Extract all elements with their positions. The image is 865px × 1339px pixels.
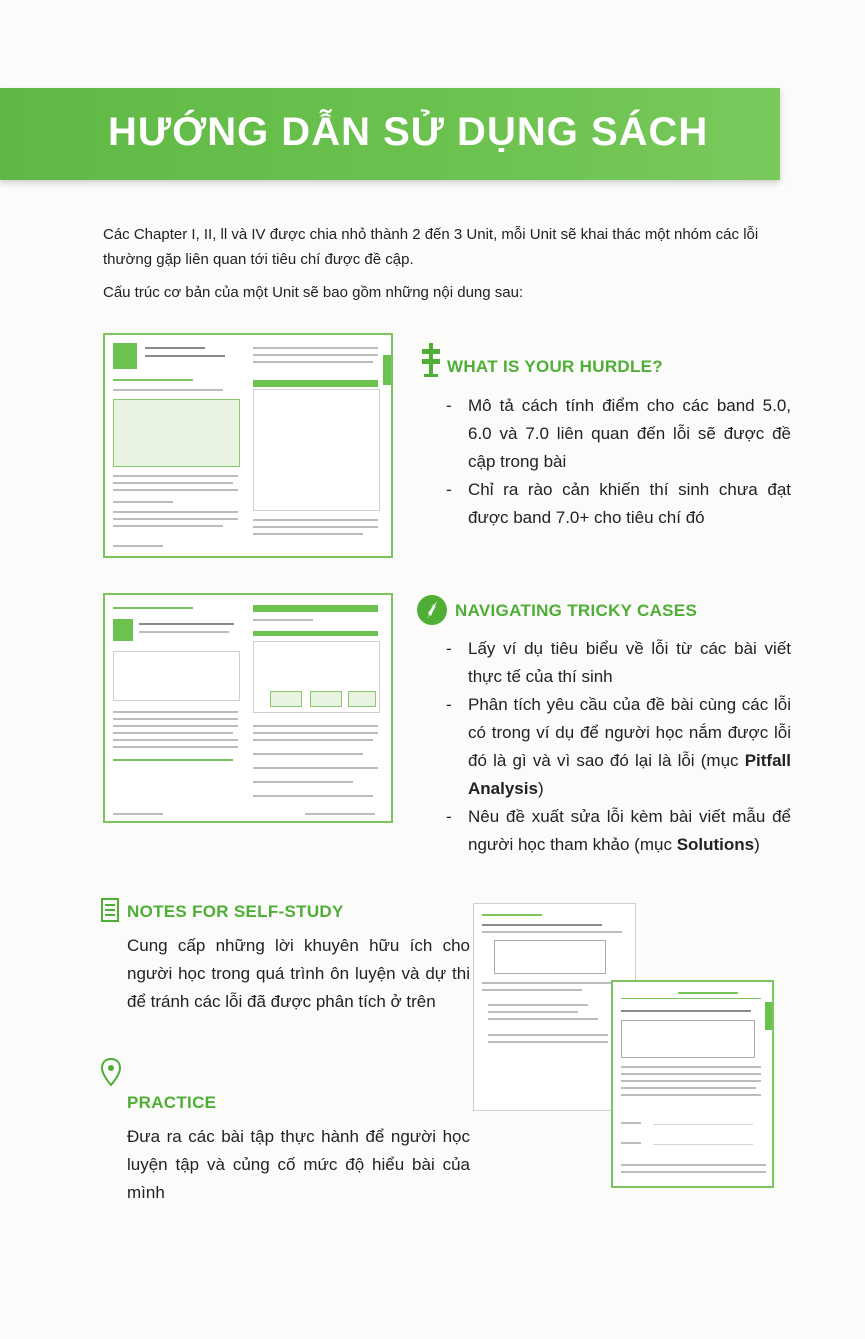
intro-paragraph-2: Cấu trúc cơ bản của một Unit sẽ bao gồm những nội dung sau:: [103, 284, 524, 301]
practice-text: Đưa ra các bài tập thực hành để người học luyện tập và củng cố mức độ hiểu bài của mình: [127, 1127, 470, 1202]
navigating-bullet-list: [446, 635, 791, 859]
list-item: - Phân tích yêu cầu của đề bài cùng các lỗi có trong ví dụ để người học nắm được lỗi đó là gì và vì sao đó lại là lỗi (mục Pitfall Analysis): [446, 695, 791, 798]
intro-text: [103, 222, 783, 305]
notes-heading: NOTES FOR SELF-STUDY: [127, 902, 344, 921]
unit-badge: [113, 343, 137, 369]
notebook-icon: [101, 898, 119, 922]
list-item: - Mô tả cách tính điểm cho các band 5.0, 6.0 và 7.0 liên quan đến lỗi sẽ được đề cập trong bài: [446, 396, 791, 471]
compass-icon: [416, 594, 448, 626]
thumbnail-navigating-spread: [103, 593, 393, 823]
list-item: - Chỉ ra rào cản khiến thí sinh chưa đạt được band 7.0+ cho tiêu chí đó: [446, 480, 791, 527]
hurdle-heading: WHAT IS YOUR HURDLE?: [447, 357, 663, 376]
signpost-icon: [421, 343, 441, 377]
practice-heading: PRACTICE: [127, 1093, 217, 1112]
page-title: HƯỚNG DẪN SỬ DỤNG SÁCH: [108, 110, 709, 154]
thumbnail-hurdle-spread: [103, 333, 393, 558]
navigating-heading: NAVIGATING TRICKY CASES: [455, 601, 698, 620]
list-item: - Lấy ví dụ tiêu biểu về lỗi từ các bài viết thực tế của thí sinh: [446, 639, 791, 686]
intro-paragraph-1: Các Chapter I, II, ll và IV được chia nhỏ thành 2 đến 3 Unit, mỗi Unit sẽ khai thác một nhóm các lỗi thường gặp liên quan tới tiêu chí được đề cập.: [103, 226, 759, 268]
list-item: - Nêu đề xuất sửa lỗi kèm bài viết mẫu để người học tham khảo (mục Solutions): [446, 807, 791, 854]
thumbnail-practice-page: [611, 980, 774, 1188]
hurdle-bullet-list: [446, 392, 791, 532]
title-banner: [0, 88, 780, 180]
location-pin-icon: [101, 1058, 121, 1086]
notes-text: Cung cấp những lời khuyên hữu ích cho người học trong quá trình ôn luyện và dự thi để tránh các lỗi đã được phân tích ở trên: [127, 936, 470, 1011]
